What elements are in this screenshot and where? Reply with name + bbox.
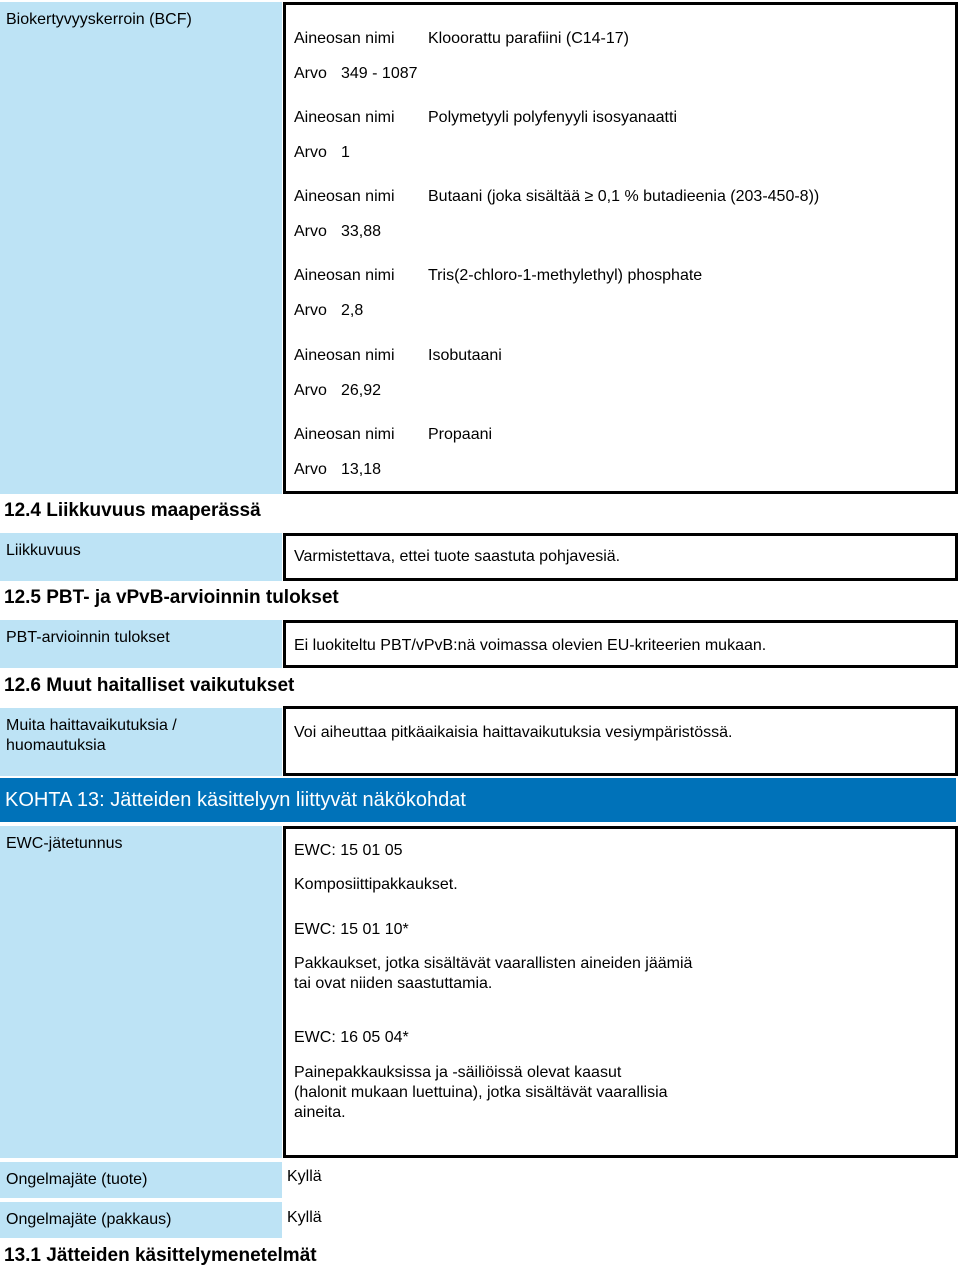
heading-13-1: 13.1 Jätteiden käsittelymenetelmät <box>4 1245 317 1266</box>
bcf-name-label-4: Aineosan nimi <box>294 267 395 284</box>
bcf-name-5: Isobutaani <box>428 347 502 364</box>
bcf-label-text: Biokertyvyyskerroin (BCF) <box>6 11 192 28</box>
section-13-banner: KOHTA 13: Jätteiden käsittelyyn liittyvät näkökohdat <box>0 778 956 822</box>
hazard-package-value: Kyllä <box>287 1209 322 1226</box>
ewc-label <box>0 826 282 1158</box>
bcf-value-label-5: Arvo <box>294 382 327 399</box>
hazard-package-label <box>0 1202 282 1238</box>
pbt-label-text: PBT-arvioinnin tulokset <box>6 629 170 646</box>
ewc-desc-3: Painepakkauksissa ja -säiliöissä olevat kaasut (halonit mukaan luettuina), jotka sisältävät vaarallisia aineita. <box>294 1064 668 1121</box>
bcf-value-6: 13,18 <box>341 461 382 478</box>
heading-12-5: 12.5 PBT- ja vPvB-arvioinnin tulokset <box>4 587 339 608</box>
bcf-value-label-1: Arvo <box>294 65 327 82</box>
ewc-label-text: EWC-jätetunnus <box>6 835 123 852</box>
mobility-value: Varmistettava, ettei tuote saastuta pohjavesiä. <box>294 548 621 565</box>
bcf-name-label-1: Aineosan nimi <box>294 30 395 47</box>
bcf-name-2: Polymetyyli polyfenyyli isosyanaatti <box>428 109 677 126</box>
bcf-name-4: Tris(2-chloro-1-methylethyl) phosphate <box>428 267 703 284</box>
bcf-value-label-3: Arvo <box>294 223 327 240</box>
bcf-value-5: 26,92 <box>341 382 382 399</box>
ewc-desc-1: Komposiittipakkaukset. <box>294 876 458 893</box>
bcf-value-label-4: Arvo <box>294 302 327 319</box>
hazard-product-value: Kyllä <box>287 1168 322 1185</box>
heading-12-6: 12.6 Muut haitalliset vaikutukset <box>4 675 295 696</box>
ewc-code-2: EWC: 15 01 10* <box>294 921 409 938</box>
ewc-code-1: EWC: 15 01 05 <box>294 842 403 859</box>
pbt-value: Ei luokiteltu PBT/vPvB:nä voimassa olevien EU-kriteerien mukaan. <box>294 637 767 654</box>
mobility-label-text: Liikkuvuus <box>6 542 81 559</box>
pbt-label <box>0 620 282 668</box>
hazard-product-label <box>0 1162 282 1198</box>
bcf-name-label-3: Aineosan nimi <box>294 188 395 205</box>
heading-12-4: 12.4 Liikkuvuus maaperässä <box>4 500 261 521</box>
mobility-label <box>0 533 282 581</box>
other-effects-label <box>0 708 282 776</box>
bcf-value-label-6: Arvo <box>294 461 327 478</box>
bcf-name-1: Klooorattu parafiini (C14-17) <box>428 30 629 47</box>
bcf-value-label-2: Arvo <box>294 144 327 161</box>
ewc-desc-2: Pakkaukset, jotka sisältävät vaarallisten aineiden jäämiä tai ovat niiden saastuttamia. <box>294 955 693 992</box>
ewc-code-3: EWC: 16 05 04* <box>294 1029 409 1046</box>
bcf-name-label-5: Aineosan nimi <box>294 347 395 364</box>
other-effects-value: Voi aiheuttaa pitkäaikaisia haittavaikutuksia vesiympäristössä. <box>294 724 733 741</box>
other-effects-label-text: Muita haittavaikutuksia / huomautuksia <box>6 717 177 754</box>
bcf-value-3: 33,88 <box>341 223 382 240</box>
hazard-package-label-text: Ongelmajäte (pakkaus) <box>6 1211 172 1228</box>
bcf-label <box>0 2 282 494</box>
bcf-name-label-2: Aineosan nimi <box>294 109 395 126</box>
hazard-product-label-text: Ongelmajäte (tuote) <box>6 1171 148 1188</box>
bcf-name-label-6: Aineosan nimi <box>294 426 395 443</box>
bcf-value-2: 1 <box>341 144 350 161</box>
bcf-name-3: Butaani (joka sisältää ≥ 0,1 % butadieenia (203-450-8)) <box>428 188 820 205</box>
bcf-name-6: Propaani <box>428 426 493 443</box>
bcf-value-4: 2,8 <box>341 302 364 319</box>
bcf-value-1: 349 - 1087 <box>341 65 418 82</box>
